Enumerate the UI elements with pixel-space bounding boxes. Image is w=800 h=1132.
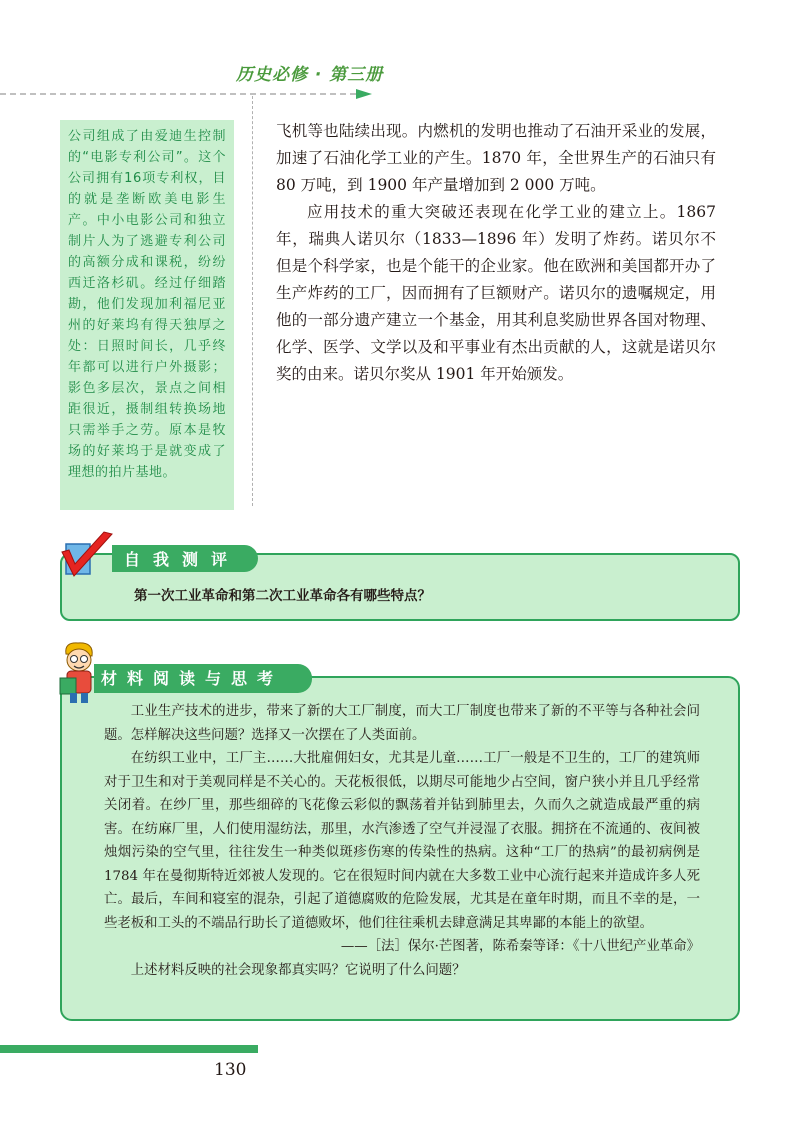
- column-divider: [252, 96, 253, 506]
- reading-source: ——［法］保尔·芒图著，陈希秦等译：《十八世纪产业革命》: [340, 939, 700, 954]
- reading-body: [104, 700, 700, 982]
- footer-bar: [0, 1045, 258, 1053]
- arrow-icon: [356, 89, 372, 99]
- reading-paragraph-2: 在纺织工业中，工厂主……大批雇佣妇女，尤其是儿童……工厂一般是不卫生的，工厂的建筑师对于卫生和对于美观同样是不关心的。天花板很低，以期尽可能地少占空间，窗户狭小并且几乎经常关闭着。在纱厂里，那些细碎的飞花像云彩似的飘荡着并钻到肺里去，久而久之就造成最严重的病害。在纺麻厂里，人们使用湿纺法，那里，水汽渗透了空气并浸湿了衣服。拥挤在不流通的、夜间被烛烟污染的空气里，往往发生一种类似斑疹伤寒的传染性的热病。这种“工厂的热病”的最初病例是 1784 年在曼彻斯特近郊被人发现的。它在很短时间内就在大多数工业中心流行起来并造成许多人死亡。最后，车间和寝室的混杂，引起了道德腐败的危险发展，尤其是在童年时期，而且不幸的是，一些老板和工头的不端品行助长了道德败坏，他们往往乘机去肆意满足其卑鄙的本能上的欲望。: [104, 751, 700, 931]
- header-rule: [0, 86, 372, 100]
- checkmark-icon: [58, 530, 116, 582]
- reading-paragraph-1: 工业生产技术的进步，带来了新的大工厂制度，而大工厂制度也带来了新的不平等与各种社会问题。怎样解决这些问题？选择又一次摆在了人类面前。: [104, 704, 700, 743]
- main-body-text: [276, 118, 716, 388]
- sidebar-note: 公司组成了由爱迪生控制的“电影专利公司”。这个公司拥有16项专利权，目的就是垄断欧美电影生产。中小电影公司和独立制片人为了逃避专利公司的高额分成和课税，纷纷西迁洛杉矶。经过仔细踏勘，他们发现加利福尼亚州的好莱坞有得天独厚之处：日照时间长，几乎终年都可以进行户外摄影；影色多层次，景点之间相距很近，摄制组转换场地只需举手之劳。原本是牧场的好莱坞于是就变成了理想的拍片基地。: [60, 120, 234, 510]
- reading-kid-icon: [56, 640, 104, 704]
- self-test-question: 第一次工业革命和第二次工业革命各有哪些特点？: [134, 588, 431, 604]
- main-paragraph-2: 应用技术的重大突破还表现在化学工业的建立上。1867 年，瑞典人诺贝尔（1833—1896 年）发明了炸药。诺贝尔不但是个科学家，也是个能干的企业家。他在欧洲和美国都开办了生产炸药的工厂，因而拥有了巨额财产。诺贝尔的遗嘱规定，用他的一部分遗产建立一个基金，用其利息奖励世界各国对物理、化学、医学、文学以及和平事业有杰出贡献的人，这就是诺贝尔奖的由来。诺贝尔奖从 1901 年开始颁发。: [276, 203, 716, 383]
- running-header-title: 历史必修 · 第三册: [236, 65, 384, 85]
- main-paragraph-1: 飞机等也陆续出现。内燃机的发明也推动了石油开采业的发展，加速了石油化学工业的产生。1870 年，全世界生产的石油只有 80 万吨，到 1900 年产量增加到 2 000 万吨。: [276, 122, 716, 194]
- page-number: 130: [214, 1060, 247, 1080]
- reading-label: 材料阅读与思考: [101, 669, 284, 688]
- self-test-label: 自我测评: [124, 550, 241, 569]
- reading-question: 上述材料反映的社会现象都真实吗？它说明了什么问题？: [130, 962, 466, 978]
